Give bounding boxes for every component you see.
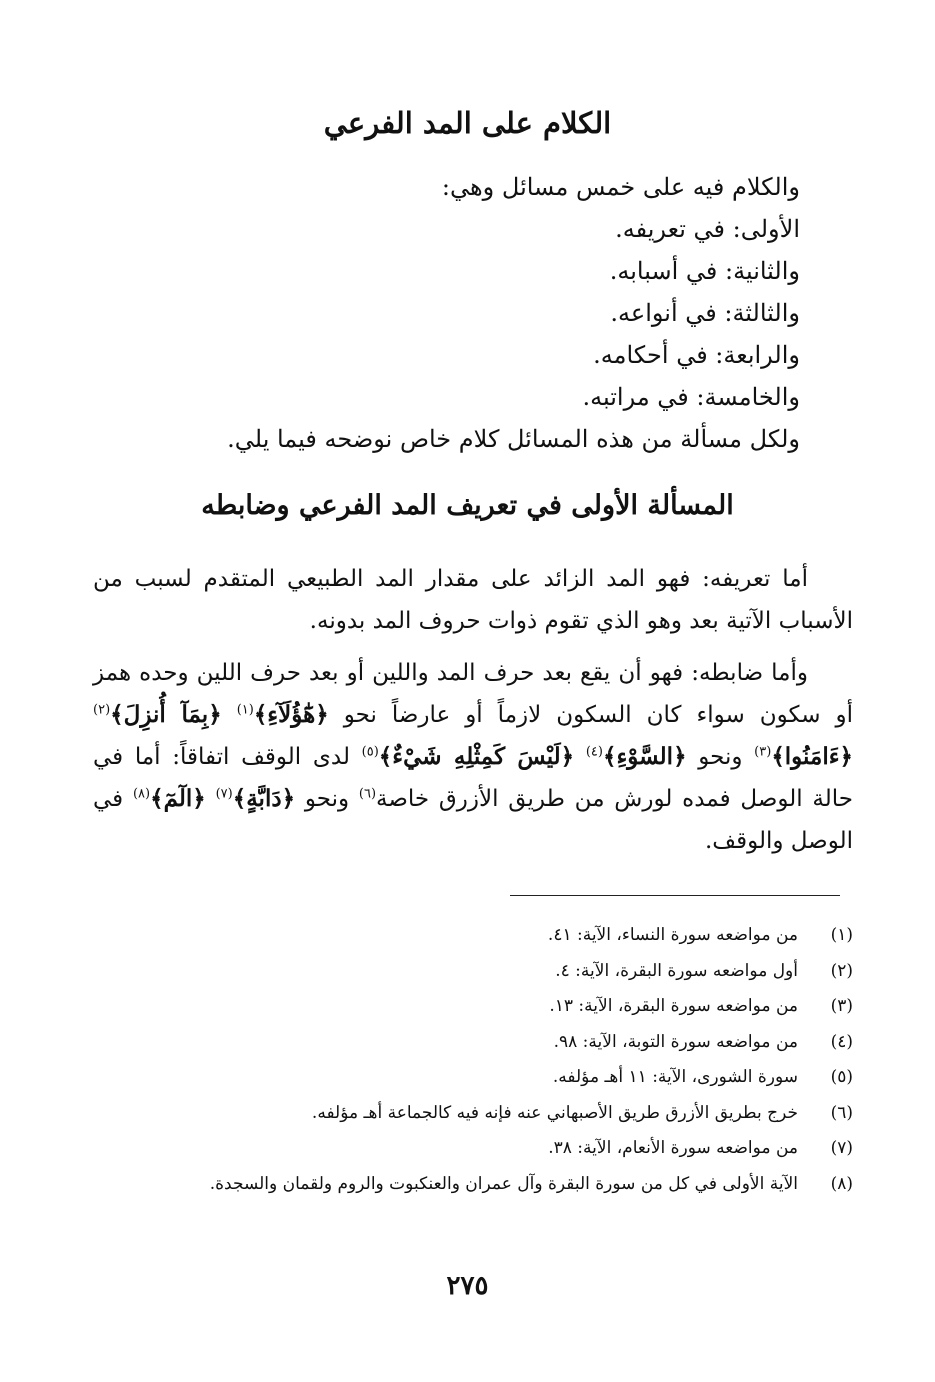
quran-quote: ﴿دَابَّةٍ﴾: [232, 785, 296, 812]
intro-line: والثانية: في أسبابه.: [609, 257, 800, 285]
footnote-divider: [510, 895, 840, 896]
quran-quote: ﴿الٓمٓ﴾: [150, 785, 206, 812]
rule-paragraph: [93, 652, 853, 862]
intro-line: الأولى: في تعريفه.: [615, 215, 800, 243]
footnote-ref: (٦): [358, 786, 377, 802]
footnote-number: (٧): [830, 1138, 853, 1158]
footnote-text: الآية الأولى في كل من سورة البقرة وآل عمران والعنكبوت والروم ولقمان والسجدة.: [209, 1173, 798, 1194]
footnote-number: (٨): [830, 1173, 853, 1194]
quran-quote: ﴿بِمَآ أُنزِلَ﴾: [110, 701, 222, 728]
footnote: [93, 1096, 853, 1132]
footnote-number: (١): [830, 925, 853, 945]
paragraph-text: ونحو: [295, 786, 359, 812]
intro-line: والثالثة: في أنواعه.: [610, 299, 800, 327]
footnote: [93, 989, 853, 1025]
quran-quote: ﴿هَٰٓؤُلَآءِ﴾: [253, 701, 329, 728]
intro-line: والكلام فيه على خمس مسائل وهي:: [441, 173, 800, 201]
footnote: [93, 918, 853, 954]
footnote-number: (٦): [830, 1102, 853, 1123]
footnote-text: خرج بطريق الأزرق طريق الأصبهاني عنه فإنه فيه كالجماعة أهـ مؤلفه.: [311, 1102, 798, 1123]
footnotes: [93, 918, 853, 1202]
paragraph-text: لدى الوقف اتفاقاً: أما في حالة الوصل فمده لورش من طريق الأزرق خاصة: [93, 744, 853, 812]
footnote: [93, 1167, 853, 1203]
footnote-ref: (٥): [361, 744, 379, 760]
footnote-text: من مواضعه سورة النساء، الآية: ٤١.: [547, 925, 798, 945]
quran-quote: ﴿ءَامَنُوا﴾: [771, 743, 854, 770]
footnote-text: من مواضعه سورة الأنعام، الآية: ٣٨.: [548, 1138, 798, 1158]
footnote-number: (٢): [830, 960, 853, 981]
footnote: [93, 1025, 853, 1061]
footnote-ref: (١): [236, 702, 254, 718]
footnote-text: سورة الشورى، الآية: ١١ أهـ مؤلفه.: [552, 1067, 798, 1087]
intro-line: والرابعة: في أحكامه.: [593, 341, 800, 369]
footnote: [93, 1060, 853, 1096]
footnote-ref: (٧): [215, 786, 233, 802]
intro-line: والخامسة: في مراتبه.: [582, 383, 800, 411]
footnote-number: (٤): [830, 1031, 853, 1052]
paragraph-text: ونحو: [686, 744, 755, 770]
footnote-ref: (٣): [754, 744, 772, 760]
paragraph-text: وأما ضابطه: فهو أن يقع بعد حرف المد واللين أو بعد حرف اللين وحده همز أو سكون سواء كان السكون لازماً أو عارضاً نحو: [93, 660, 854, 728]
quran-quote: ﴿السَّوْءِ﴾: [602, 743, 687, 770]
paragraph-text: في الوصل والوقف.: [93, 786, 853, 854]
footnote-text: من مواضعه سورة البقرة، الآية: ١٣.: [549, 996, 798, 1016]
footnote-number: (٥): [830, 1067, 853, 1087]
intro-list: [180, 166, 800, 460]
footnote: [93, 954, 853, 990]
footnote-ref: (٤): [585, 744, 603, 760]
page-number: ٢٧٥: [446, 1271, 489, 1301]
footnote-ref: (٢): [93, 702, 111, 718]
definition-paragraph: أما تعريفه: فهو المد الزائد على مقدار المد الطبيعي المتقدم لسبب من الأسباب الآتية بعد وهو الذي تقوم ذوات حروف المد بدونه.: [93, 566, 853, 634]
section-heading: المسألة الأولى في تعريف المد الفرعي وضابطه: [201, 490, 734, 521]
footnote-ref: (٨): [132, 786, 151, 802]
footnote-number: (٣): [830, 996, 853, 1016]
body-text: [93, 558, 853, 872]
intro-line: ولكل مسألة من هذه المسائل كلام خاص نوضحه فيما يلي.: [227, 425, 800, 453]
footnote: [93, 1131, 853, 1167]
chapter-heading: الكلام على المد الفرعي: [323, 106, 612, 140]
quran-quote: ﴿لَيْسَ كَمِثْلِهِ شَيْءٌ﴾: [378, 743, 575, 770]
footnote-text: من مواضعه سورة التوبة، الآية: ٩٨.: [553, 1031, 798, 1052]
footnote-text: أول مواضعه سورة البقرة، الآية: ٤.: [555, 960, 798, 981]
